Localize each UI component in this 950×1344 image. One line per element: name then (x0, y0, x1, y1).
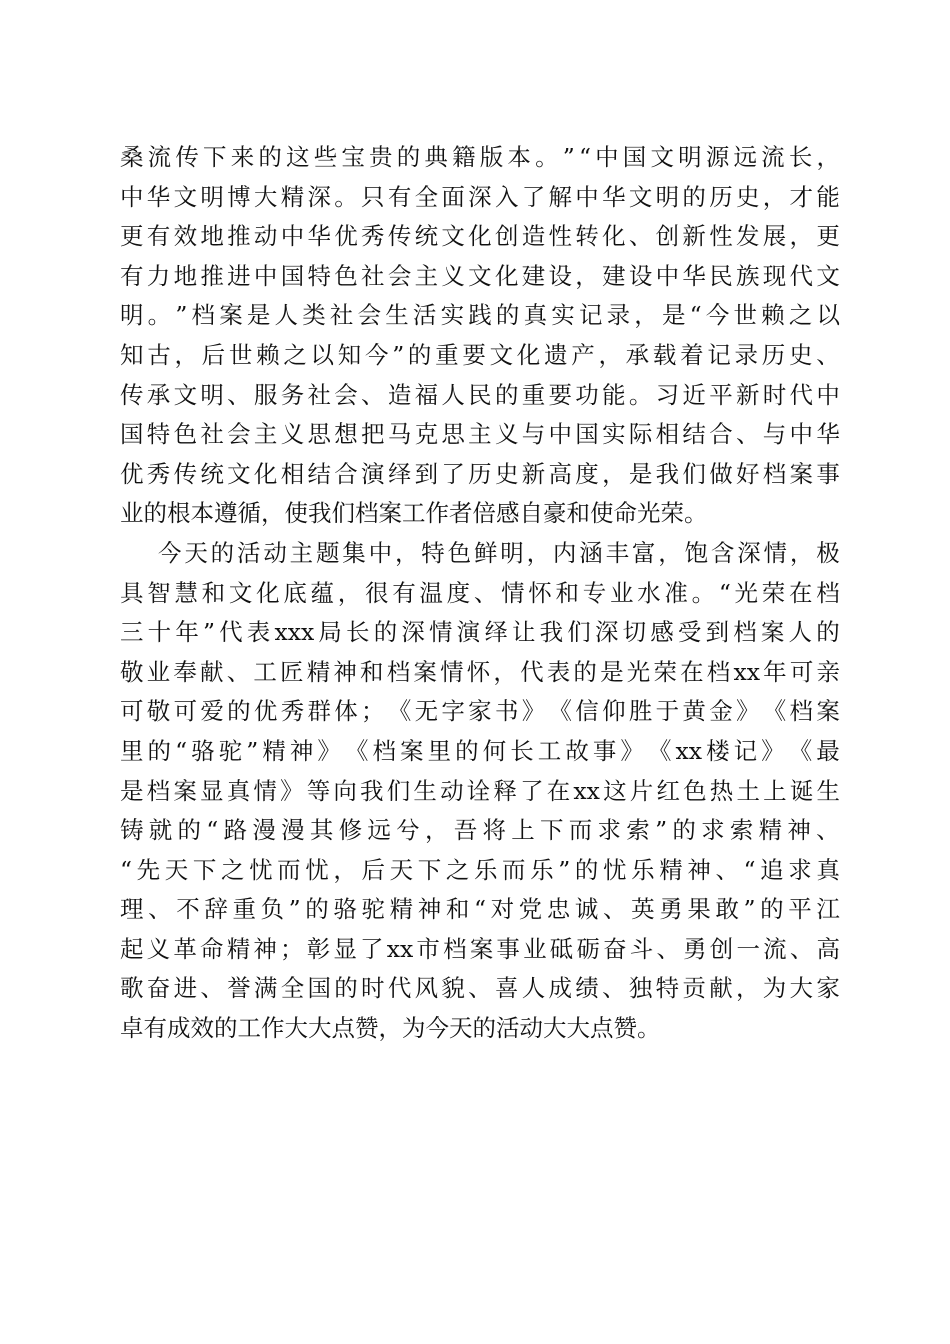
paragraph-1-line-7: 传 承 文 明 、 服 务 社 会 、 造 福 人 民 的 重 要 功 能 。 习 近 平 新 时 代 中 (120, 380, 840, 409)
paragraph-2-line-6: 里 的 “ 骆 驼 ” 精 神 》 《 档 案 里 的 何 长 工 故 事 》 《 xx 楼 记 》 《 最 (120, 736, 840, 765)
paragraph-2-line-11: 起 义 革 命 精 神 ； 彰 显 了 xx 市 档 案 事 业 砥 砺 奋 斗 、 勇 创 一 流 、 高 (120, 934, 840, 963)
paragraph-1-line-5: 明 。 ” 档 案 是 人 类 社 会 生 活 实 践 的 真 实 记 录 ， 是 “ 今 世 赖 之 以 (120, 301, 840, 330)
paragraph-2-line-3: 三 十 年 ” 代 表 xxx 局 长 的 深 情 演 绎 让 我 们 深 切 感 受 到 档 案 人 的 (120, 618, 840, 647)
paragraph-2-line-13: 卓有成效的工作大大点赞，为今天的活动大大点赞。 (120, 1014, 661, 1043)
paragraph-2-line-4: 敬 业 奉 献 、 工 匠 精 神 和 档 案 情 怀 ， 代 表 的 是 光 荣 在 档 xx 年 可 亲 (120, 657, 840, 686)
paragraph-2-line-12: 歌 奋 进 、 誉 满 全 国 的 时 代 风 貌 、 喜 人 成 绩 、 独 特 贡 献 ， 为 大 家 (120, 974, 840, 1003)
paragraph-2-line-8: 铸 就 的 “ 路 漫 漫 其 修 远 兮 ， 吾 将 上 下 而 求 索 ” 的 求 索 精 神 、 (120, 816, 840, 845)
paragraph-1-line-2: 中 华 文 明 博 大 精 深 。 只 有 全 面 深 入 了 解 中 华 文 明 的 历 史 ， 才 能 (120, 182, 840, 211)
paragraph-1-line-9: 优 秀 传 统 文 化 相 结 合 演 绎 到 了 历 史 新 高 度 ， 是 我 们 做 好 档 案 事 (120, 459, 840, 488)
paragraph-1-line-8: 国 特 色 社 会 主 义 思 想 把 马 克 思 主 义 与 中 国 实 际 相 结 合 、 与 中 华 (120, 420, 840, 449)
paragraph-1-line-4: 有 力 地 推 进 中 国 特 色 社 会 主 义 文 化 建 设 ， 建 设 中 华 民 族 现 代 文 (120, 261, 840, 290)
body-text (120, 138, 840, 1049)
paragraph-2-line-1: 今 天 的 活 动 主 题 集 中 ， 特 色 鲜 明 ， 内 涵 丰 富 ， 饱 含 深 情 ， 极 (158, 538, 840, 567)
paragraph-1-line-3: 更 有 效 地 推 动 中 华 优 秀 传 统 文 化 创 造 性 转 化 、 创 新 性 发 展 ， 更 (120, 222, 840, 251)
paragraph-1-line-1: 桑 流 传 下 来 的 这 些 宝 贵 的 典 籍 版 本 。 ” “ 中 国 文 明 源 远 流 长 ， (120, 143, 840, 171)
paragraph-2-line-5: 可 敬 可 爱 的 优 秀 群 体 ； 《 无 字 家 书 》 《 信 仰 胜 于 黄 金 》 《 档 案 (120, 697, 840, 726)
paragraph-1-line-6: 知 古 ， 后 世 赖 之 以 知 今 ” 的 重 要 文 化 遗 产 ， 承 载 着 记 录 历 史 、 (120, 340, 840, 369)
paragraph-2-line-7: 是 档 案 显 真 情 》 等 向 我 们 生 动 诠 释 了 在 xx 这 片 红 色 热 土 上 诞 生 (120, 776, 840, 805)
paragraph-2-line-9: “ 先 天 下 之 忧 而 忧 ， 后 天 下 之 乐 而 乐 ” 的 忧 乐 精 神 、 “ 追 求 真 (120, 855, 840, 884)
paragraph-2-line-10: 理 、 不 辞 重 负 ” 的 骆 驼 精 神 和 “ 对 党 忠 诚 、 英 勇 果 敢 ” 的 平 江 (120, 895, 840, 924)
paragraph-1-line-10: 业的根本遵循，使我们档案工作者倍感自豪和使命光荣。 (120, 499, 708, 528)
paragraph-2-line-2: 具 智 慧 和 文 化 底 蕴 ， 很 有 温 度 、 情 怀 和 专 业 水 准 。 “ 光 荣 在 档 (120, 578, 840, 607)
